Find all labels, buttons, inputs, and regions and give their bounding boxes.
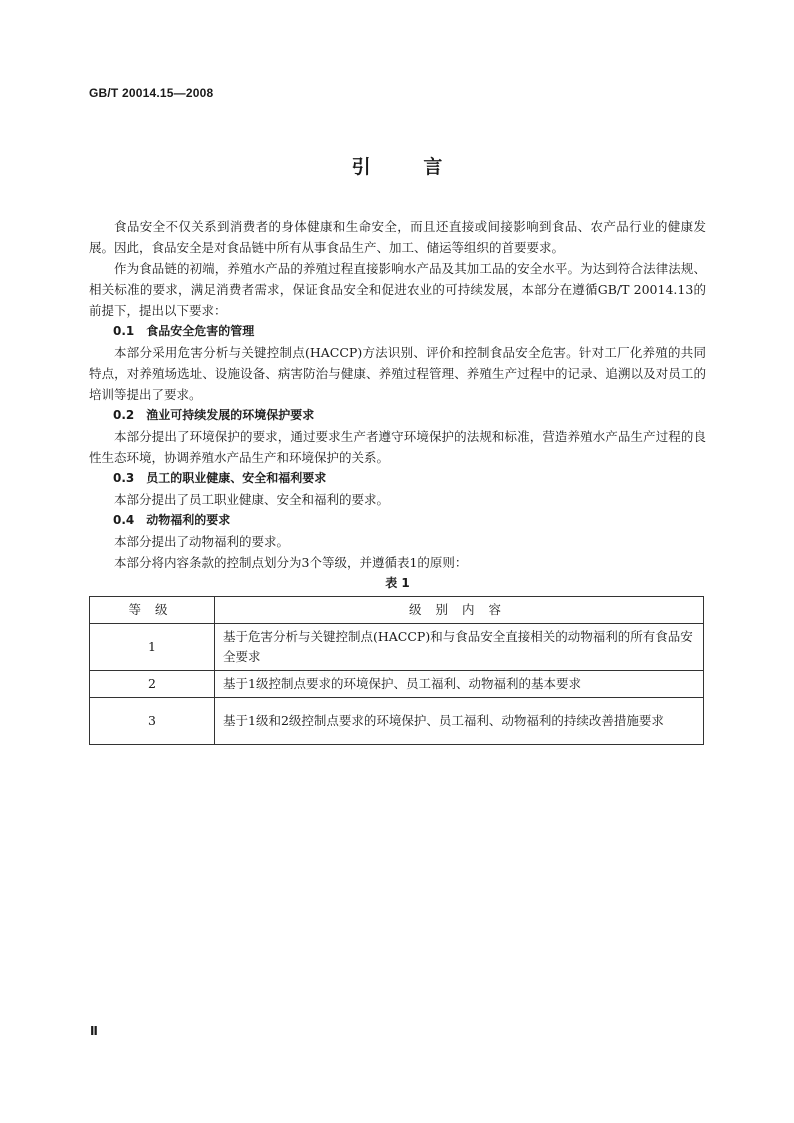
intro-paragraph-2: 作为食品链的初端，养殖水产品的养殖过程直接影响水产品及其加工品的安全水平。为达到符合法律法规、相关标准的要求，满足消费者需求，保证食品安全和促进农业的可持续发展，本部分在遵循GB/T 20014.13的前提下，提出以下要求： (89, 261, 706, 318)
table-row (90, 698, 704, 745)
page-title (0, 152, 794, 179)
page-number: Ⅱ (90, 1024, 98, 1038)
table-caption: 表 1 (385, 576, 410, 590)
section-title: 渔业可持续发展的环境保护要求 (146, 408, 315, 422)
grade-cell: 1 (90, 624, 215, 671)
section-title: 员工的职业健康、安全和福利要求 (146, 471, 327, 485)
table-row (90, 624, 704, 671)
page-title-char-2: 言 (423, 156, 443, 178)
section-number: 0.2 (113, 408, 135, 422)
section-title: 食品安全危害的管理 (146, 324, 255, 338)
content-cell: 基于1级控制点要求的环境保护、员工福利、动物福利的基本要求 (215, 671, 704, 698)
grade-cell: 3 (90, 698, 215, 745)
header-grade: 等级 (90, 597, 215, 624)
standard-number: GB/T 20014.15—2008 (89, 86, 214, 100)
introduction-body (89, 216, 706, 745)
section-heading-0-1 (89, 321, 706, 342)
table-row (90, 671, 704, 698)
content-cell: 基于1级和2级控制点要求的环境保护、员工福利、动物福利的持续改善措施要求 (215, 698, 704, 745)
section-heading-0-4 (89, 510, 706, 531)
section-number: 0.4 (113, 513, 135, 527)
section-0-2-paragraph: 本部分提出了环境保护的要求，通过要求生产者遵守环境保护的法规和标准，营造养殖水产品生产过程的良性生态环境，协调养殖水产品生产和环境保护的关系。 (89, 429, 706, 465)
grade-cell: 2 (90, 671, 215, 698)
section-title: 动物福利的要求 (146, 513, 231, 527)
section-heading-0-3 (89, 468, 706, 489)
intro-paragraph-1: 食品安全不仅关系到消费者的身体健康和生命安全，而且还直接或间接影响到食品、农产品行业的健康发展。因此，食品安全是对食品链中所有从事食品生产、加工、储运等组织的首要要求。 (89, 219, 706, 255)
header-content: 级别内容 (215, 597, 704, 624)
section-heading-0-2 (89, 405, 706, 426)
grading-intro-paragraph: 本部分将内容条款的控制点划分为3个等级，并遵循表1的原则： (114, 555, 468, 570)
section-number: 0.1 (113, 324, 135, 338)
section-0-1-paragraph: 本部分采用危害分析与关键控制点(HACCP)方法识别、评价和控制食品安全危害。针对工厂化养殖的共同特点，对养殖场选址、设施设备、病害防治与健康、养殖过程管理、养殖生产过程中的记录、追溯以及对员工的培训等提出了要求。 (89, 345, 706, 402)
section-number: 0.3 (113, 471, 135, 485)
table-header-row (90, 597, 704, 624)
content-cell: 基于危害分析与关键控制点(HACCP)和与食品安全直接相关的动物福利的所有食品安全要求 (215, 624, 704, 671)
section-0-4-paragraph: 本部分提出了动物福利的要求。 (114, 534, 290, 549)
grade-table (89, 596, 704, 745)
page-title-char-1: 引 (351, 156, 371, 178)
section-0-3-paragraph: 本部分提出了员工职业健康、安全和福利的要求。 (114, 492, 390, 507)
